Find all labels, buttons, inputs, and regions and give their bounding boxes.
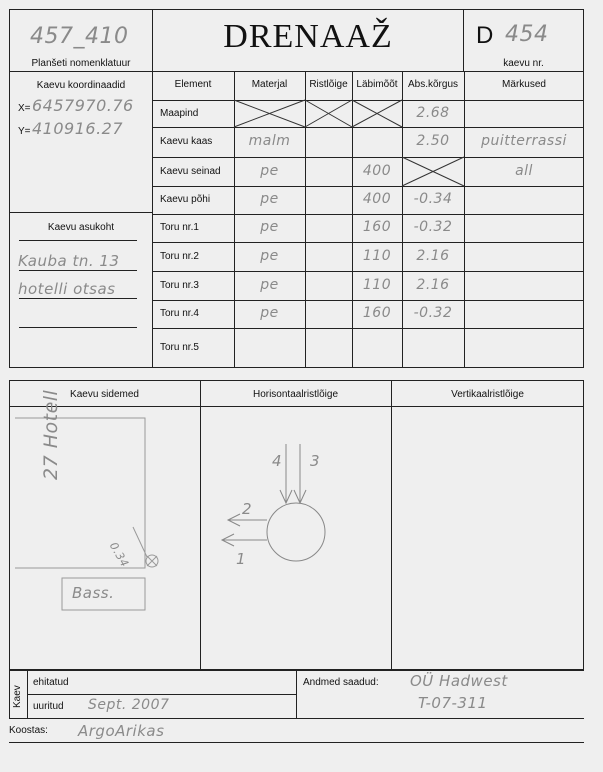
cell-diameter: 160 xyxy=(362,305,392,321)
table-row-rule xyxy=(152,157,584,158)
cell-element: Toru nr.5 xyxy=(160,342,199,353)
well-number-value: 454 xyxy=(505,22,549,47)
pipe-label-2: 2 xyxy=(242,500,253,518)
cell-notes: all xyxy=(515,162,533,179)
cell-material: malm xyxy=(248,133,291,149)
location-rule-3 xyxy=(19,298,137,299)
col-header-cross-section: Ristlõige xyxy=(309,79,348,90)
section-horizontal-title: Horisontaalristlõige xyxy=(252,389,339,400)
pipe-label-1: 1 xyxy=(236,550,247,568)
table-row-rule xyxy=(152,242,584,243)
location-line-2: hotelli otsas xyxy=(18,280,116,298)
data-from-label: Andmed saadud: xyxy=(303,677,379,688)
coords-label: Kaevu koordinaadid xyxy=(36,80,126,91)
cell-material: pe xyxy=(260,305,279,321)
sketch-frame xyxy=(9,380,584,670)
cell-diameter: 110 xyxy=(362,276,392,293)
compiled-label: Koostas: xyxy=(9,725,48,736)
cell-diameter: 400 xyxy=(362,162,392,179)
location-rule-1 xyxy=(19,240,137,241)
sketch-col-line xyxy=(391,380,392,670)
pipe-label-4: 4 xyxy=(272,452,283,470)
col-line xyxy=(305,71,306,368)
coord-y-label: Y= xyxy=(18,126,31,137)
cell-abs-elevation: 2.16 xyxy=(416,276,450,293)
coord-x-value: 6457970.76 xyxy=(32,96,134,115)
cell-abs-elevation: 2.68 xyxy=(416,104,450,121)
building-label: 27 Hotell xyxy=(40,389,62,480)
surveyed-label: uuritud xyxy=(33,701,64,712)
cell-element: Maapind xyxy=(160,107,199,119)
table-row-rule xyxy=(152,127,584,128)
cell-diameter: 160 xyxy=(362,219,392,235)
cell-notes: puitterrassi xyxy=(481,133,567,149)
cell-material: pe xyxy=(260,276,279,293)
footer-built-rule xyxy=(27,694,296,695)
basin-label: Bass. xyxy=(72,584,115,602)
table-row-rule xyxy=(152,300,584,301)
cell-abs-elevation: -0.34 xyxy=(413,191,453,207)
coord-x-label: X= xyxy=(18,103,31,114)
footer-bottom-rule xyxy=(9,718,584,719)
cell-element: Kaevu põhi xyxy=(160,194,211,205)
location-rule-2 xyxy=(19,270,137,271)
section-ties-title: Kaevu sidemed xyxy=(70,389,139,400)
location-line-1: Kauba tn. 13 xyxy=(18,252,120,270)
cell-material: pe xyxy=(260,247,279,264)
footer-mid-divider xyxy=(296,670,297,718)
cell-element: Kaevu seinad xyxy=(160,165,221,177)
nomenclature-value: 457_410 xyxy=(30,24,129,49)
cell-element: Kaevu kaas xyxy=(160,136,213,147)
coords-divider xyxy=(9,212,153,213)
table-header-rule xyxy=(152,100,584,101)
table-row-rule xyxy=(152,186,584,187)
nomenclature-label: Planšeti nomenklatuur xyxy=(31,58,131,69)
table-row-rule xyxy=(152,271,584,272)
sketch-header-rule xyxy=(9,406,584,407)
pipe-label-3: 3 xyxy=(310,452,321,470)
table-row-rule xyxy=(152,328,584,329)
data-from-line-2: T-07-311 xyxy=(418,694,488,712)
surveyed-value: Sept. 2007 xyxy=(88,697,170,713)
cell-material: pe xyxy=(260,191,279,207)
cell-abs-elevation: -0.32 xyxy=(413,305,453,321)
well-prefix: D xyxy=(476,22,494,49)
col-header-notes: Märkused xyxy=(502,79,546,90)
footer-well-label: Kaev xyxy=(12,685,23,708)
location-rule-4 xyxy=(19,327,137,328)
compiled-value: ArgoArikas xyxy=(78,722,165,740)
cell-diameter: 110 xyxy=(362,247,392,264)
footer-left-edge xyxy=(9,670,10,718)
sketch-col-line xyxy=(200,380,201,670)
cell-element: Toru nr.3 xyxy=(160,279,199,291)
cell-diameter: 400 xyxy=(362,191,392,207)
footer-last-rule xyxy=(9,742,584,743)
tie-distance: 0.34 xyxy=(106,540,132,570)
section-vertical-title: Vertikaalristlõige xyxy=(451,389,524,400)
data-from-line-1: OÜ Hadwest xyxy=(410,672,508,690)
well-number-label: kaevu nr. xyxy=(503,58,544,69)
cell-element: Toru nr.1 xyxy=(160,222,199,233)
col-line xyxy=(464,71,465,368)
page-title: DRENAAŽ xyxy=(223,18,393,55)
cell-element: Toru nr.2 xyxy=(160,250,199,262)
left-info-panel xyxy=(9,71,153,368)
coord-y-value: 410916.27 xyxy=(32,119,124,138)
col-header-abs-elevation: Abs.kõrgus xyxy=(407,79,459,90)
cell-abs-elevation: 2.16 xyxy=(416,247,450,264)
col-header-element: Element xyxy=(174,79,212,90)
col-header-material: Materjal xyxy=(251,79,288,90)
cell-material: pe xyxy=(260,219,279,235)
col-header-diameter: Läbimõõt xyxy=(356,79,398,90)
built-label: ehitatud xyxy=(33,677,69,688)
cell-element: Toru nr.4 xyxy=(160,308,199,319)
cell-abs-elevation: 2.50 xyxy=(416,133,450,149)
cell-abs-elevation: -0.32 xyxy=(413,219,453,235)
table-row-rule xyxy=(152,214,584,215)
location-label: Kaevu asukoht xyxy=(47,222,115,233)
cell-material: pe xyxy=(260,162,279,179)
